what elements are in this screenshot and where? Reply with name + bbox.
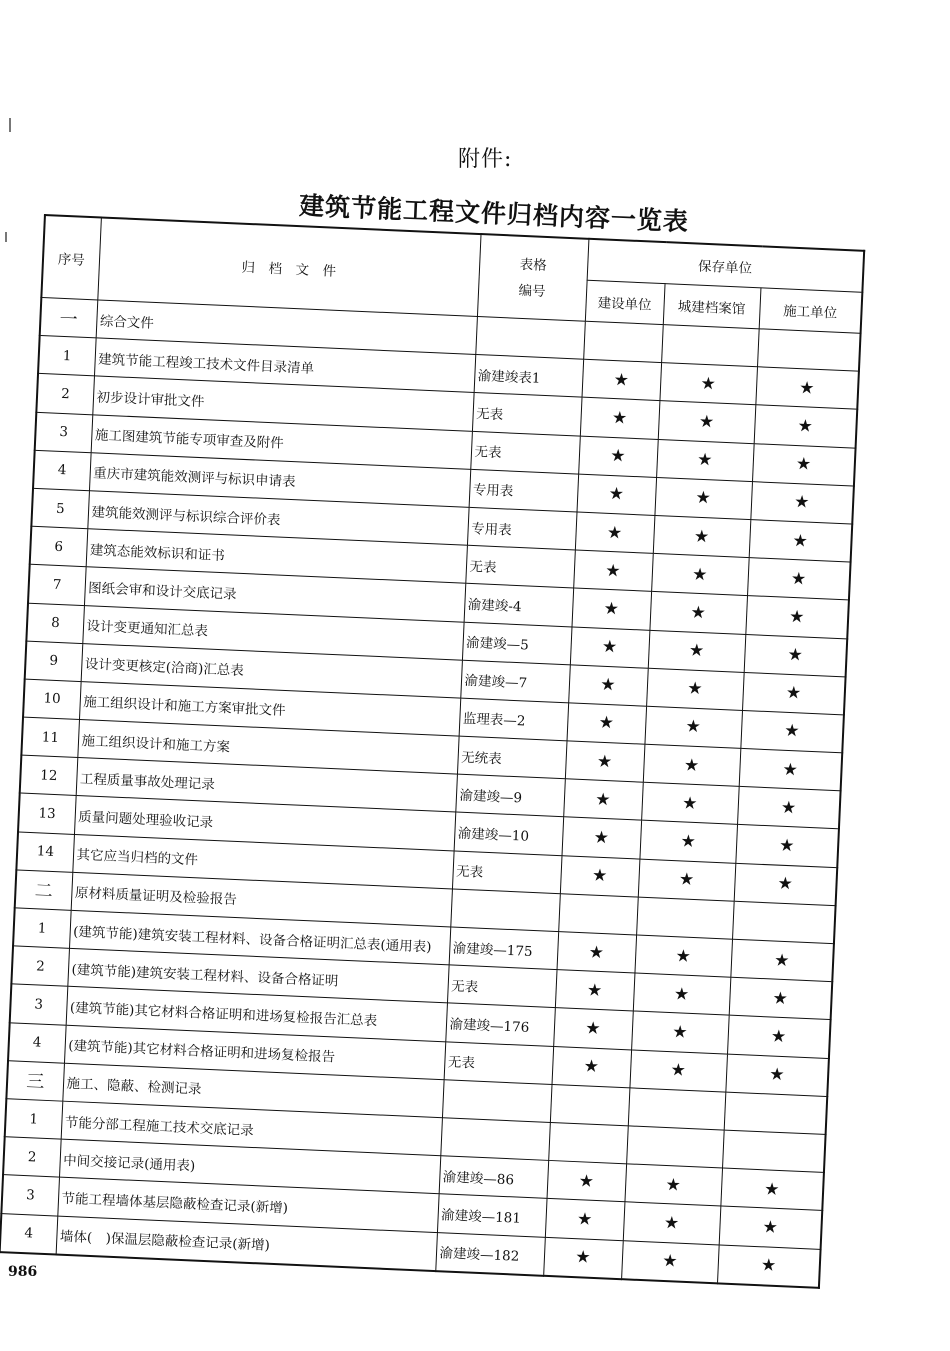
star-icon: ★ [606, 522, 623, 544]
row-file-name: (建筑节能)其它材料合格证明和进场复检报告 [64, 1025, 445, 1080]
keep-mark-cell [648, 630, 746, 672]
star-icon: ★ [777, 873, 794, 895]
section-mark-cell [724, 1092, 828, 1135]
star-icon: ★ [596, 751, 613, 772]
row-number: 1 [38, 336, 96, 377]
row-file-name: (建筑节能)其它材料合格证明和进场复检报告汇总表 [66, 987, 447, 1042]
row-form-code: 专用表 [469, 469, 579, 512]
row-file-name: 设计变更核定(洽商)汇总表 [81, 643, 462, 698]
row-form-code: 渝建竣—176 [445, 1003, 555, 1046]
star-icon: ★ [693, 526, 710, 547]
row-number: 12 [20, 755, 78, 796]
star-icon: ★ [686, 678, 703, 700]
section-code-cell [475, 316, 585, 359]
star-icon: ★ [593, 827, 610, 849]
star-icon: ★ [768, 1064, 785, 1086]
section-title: 施工、隐蔽、检测记录 [62, 1063, 443, 1118]
keep-mark-cell [572, 588, 652, 630]
row-number: 14 [16, 832, 74, 873]
row-form-code: 无表 [465, 545, 575, 588]
keep-mark-cell [649, 592, 747, 634]
keep-mark-cell [567, 703, 647, 745]
scan-speck-top [9, 118, 11, 132]
star-icon: ★ [690, 602, 707, 624]
star-icon: ★ [785, 683, 802, 704]
keep-mark-cell [719, 1206, 823, 1249]
row-file-name: 节能工程墙体基层隐蔽检查记录(新增) [57, 1177, 438, 1232]
row-form-code: 专用表 [467, 507, 577, 550]
star-icon: ★ [601, 636, 618, 658]
keep-mark-cell [659, 363, 757, 405]
keep-mark-cell [750, 481, 854, 524]
keep-mark-cell [568, 665, 648, 707]
keep-mark-cell [552, 1046, 632, 1088]
keep-mark-cell [752, 443, 856, 486]
keep-mark-cell [578, 436, 658, 478]
keep-mark-cell [626, 1126, 724, 1168]
keep-mark-cell [744, 634, 848, 677]
star-icon: ★ [586, 980, 603, 1001]
star-icon: ★ [773, 950, 790, 971]
star-icon: ★ [695, 488, 712, 509]
keep-mark-cell [570, 626, 650, 668]
keep-mark-cell [755, 367, 859, 410]
star-icon: ★ [772, 988, 789, 1009]
keep-mark-cell [575, 512, 655, 554]
row-form-code: 监理表—2 [459, 698, 569, 741]
keep-mark-cell [742, 672, 846, 715]
row-number: 3 [1, 1175, 59, 1216]
star-icon: ★ [576, 1209, 593, 1230]
keep-mark-cell [717, 1244, 821, 1287]
star-icon: ★ [770, 1026, 787, 1048]
keep-mark-cell [725, 1054, 829, 1097]
header-no: 序号 [41, 215, 101, 300]
star-icon: ★ [613, 369, 630, 391]
star-icon: ★ [793, 492, 810, 513]
section-mark-cell [558, 893, 638, 935]
keep-mark-cell [580, 397, 660, 439]
keep-mark-cell [739, 748, 843, 791]
keep-mark-cell [720, 1168, 824, 1211]
keep-mark-cell [562, 817, 642, 859]
row-number: 5 [31, 488, 89, 529]
row-form-code: 渝建竣—181 [437, 1194, 547, 1237]
row-file-name: 建筑态能效标识和证书 [86, 529, 467, 584]
section-mark-cell [636, 897, 734, 939]
star-icon: ★ [598, 713, 615, 734]
row-number: 2 [36, 374, 94, 415]
row-file-name: 其它应当归档的文件 [72, 834, 453, 889]
row-form-code: 无表 [452, 851, 562, 894]
section-mark-cell [661, 325, 759, 367]
keep-mark-cell [623, 1202, 721, 1244]
row-form-code: 无表 [470, 431, 580, 474]
keep-mark-cell [730, 939, 834, 982]
star-icon: ★ [673, 984, 690, 1005]
keep-mark-cell [565, 741, 645, 783]
keep-mark-cell [548, 1122, 628, 1164]
row-file-name: 施工图建筑节能专项审查及附件 [91, 414, 472, 469]
row-file-name: 图纸会审和设计交底记录 [84, 567, 465, 622]
star-icon: ★ [574, 1247, 592, 1268]
star-icon: ★ [591, 865, 608, 887]
header-form-code-line2: 编号 [518, 282, 546, 300]
star-icon: ★ [681, 793, 698, 814]
keep-mark-cell [563, 779, 643, 821]
page-number: 986 [8, 1264, 38, 1280]
section-mark-cell [583, 321, 663, 363]
star-icon: ★ [599, 675, 617, 696]
keep-mark-cell [737, 787, 841, 830]
star-icon: ★ [683, 755, 700, 776]
header-keeper-col: 施工单位 [759, 288, 863, 333]
keep-mark-cell [621, 1240, 719, 1283]
star-icon: ★ [778, 835, 795, 857]
keep-mark-cell [747, 558, 851, 601]
section-title: 综合文件 [96, 300, 477, 355]
section-mark-cell [550, 1084, 630, 1126]
row-file-name: 重庆市建筑能效测评与标识申请表 [89, 453, 470, 508]
star-icon: ★ [698, 411, 715, 433]
star-icon: ★ [578, 1170, 595, 1192]
row-form-code: 渝建竣—5 [462, 622, 572, 665]
header-keeper: 保存单位 [587, 239, 865, 292]
keep-mark-cell [722, 1130, 826, 1173]
star-icon: ★ [594, 789, 612, 811]
star-icon: ★ [762, 1217, 779, 1238]
keep-mark-cell [639, 821, 737, 863]
row-number: 9 [25, 641, 83, 682]
keep-mark-cell [557, 932, 637, 974]
star-icon: ★ [611, 407, 628, 429]
row-number: 7 [28, 565, 86, 606]
keep-mark-cell [577, 474, 657, 516]
row-number: 13 [18, 793, 76, 834]
row-number: 2 [3, 1137, 61, 1178]
row-file-name: 建筑节能工程竣工技术文件目录清单 [94, 338, 475, 393]
star-icon: ★ [584, 1018, 602, 1040]
keep-mark-cell [638, 859, 736, 901]
row-file-name: 施工组织设计和施工方案审批文件 [79, 681, 460, 736]
star-icon: ★ [609, 446, 627, 467]
keep-mark-cell [555, 970, 635, 1012]
scan-speck-mid [5, 232, 7, 242]
keep-mark-cell [641, 782, 739, 824]
row-file-name: 墙体( )保温层隐蔽检查记录(新增) [56, 1216, 437, 1271]
star-icon: ★ [792, 530, 809, 552]
star-icon: ★ [680, 831, 697, 853]
row-form-code: 无表 [444, 1041, 554, 1084]
row-number: 8 [26, 603, 84, 644]
keep-mark-cell [573, 550, 653, 592]
star-icon: ★ [787, 644, 804, 666]
star-icon: ★ [780, 797, 797, 819]
archive-table [0, 214, 865, 1289]
row-form-code: 无表 [447, 965, 557, 1008]
row-form-code: 渝建竣—182 [435, 1232, 545, 1275]
row-file-name: 工程质量事故处理记录 [76, 758, 457, 813]
keep-mark-cell [734, 863, 838, 906]
keep-mark-cell [629, 1049, 727, 1091]
row-file-name: (建筑节能)建筑安装工程材料、设备合格证明汇总表(通用表) [69, 910, 450, 965]
keep-mark-cell [740, 710, 844, 753]
star-icon: ★ [760, 1255, 777, 1277]
star-icon: ★ [783, 721, 800, 742]
star-icon: ★ [670, 1060, 687, 1081]
row-form-code: 渝建竣—175 [449, 927, 559, 970]
star-icon: ★ [797, 416, 814, 437]
keep-mark-cell [624, 1164, 722, 1206]
row-file-name: 施工组织设计和施工方案 [77, 720, 458, 775]
keep-mark-cell [545, 1199, 625, 1241]
star-icon: ★ [788, 606, 805, 628]
row-file-name: (建筑节能)建筑安装工程材料、设备合格证明 [67, 948, 448, 1003]
header-file: 归 档 文 件 [97, 217, 480, 316]
star-icon: ★ [583, 1056, 600, 1078]
star-icon: ★ [691, 564, 708, 585]
row-form-code: 渝建竣—7 [460, 660, 570, 703]
section-code-cell [450, 889, 560, 932]
keep-mark-cell [727, 1016, 831, 1059]
keep-mark-cell [729, 977, 833, 1020]
row-number: 6 [30, 526, 88, 567]
row-form-code: 渝建竣—10 [454, 812, 564, 855]
keep-mark-cell [754, 405, 858, 448]
row-number: 4 [8, 1022, 66, 1063]
row-number: 10 [23, 679, 81, 720]
star-icon: ★ [782, 759, 799, 781]
row-form-code: 渝建竣—9 [455, 774, 565, 817]
row-file-name: 质量问题处理验收记录 [74, 796, 455, 851]
section-title: 原材料质量证明及检验报告 [71, 872, 452, 927]
keep-mark-cell [543, 1237, 623, 1279]
star-icon: ★ [604, 560, 622, 582]
keep-mark-cell [745, 596, 849, 639]
star-icon: ★ [603, 598, 620, 620]
row-form-code: 渝建竣—86 [439, 1156, 549, 1199]
row-file-name: 建筑能效测评与标识综合评价表 [87, 491, 468, 546]
keep-mark-cell [653, 515, 751, 557]
row-form-code: 渝建竣表1 [474, 355, 584, 398]
row-number: 1 [13, 908, 71, 949]
keep-mark-cell [643, 744, 741, 786]
row-number: 4 [33, 450, 91, 491]
star-icon: ★ [678, 869, 695, 891]
star-icon: ★ [795, 454, 812, 475]
document-sheet [0, 214, 875, 1319]
keep-mark-cell [634, 935, 732, 977]
star-icon: ★ [665, 1174, 682, 1196]
section-code-cell [442, 1080, 552, 1123]
keep-mark-cell [631, 1011, 729, 1053]
row-form-code: 渝建竣-4 [464, 584, 574, 627]
row-file-name: 设计变更通知汇总表 [82, 605, 463, 660]
section-mark-cell [732, 901, 836, 944]
row-file-name: 节能分部工程施工技术交底记录 [61, 1101, 442, 1156]
section-mark-cell [628, 1088, 726, 1130]
star-icon: ★ [696, 449, 713, 471]
keep-mark-cell [656, 439, 754, 481]
row-number: 4 [0, 1213, 57, 1254]
keep-mark-cell [582, 359, 662, 401]
star-icon: ★ [798, 377, 815, 399]
star-icon: ★ [763, 1179, 780, 1200]
star-icon: ★ [790, 568, 807, 590]
keep-mark-cell [644, 706, 742, 748]
star-icon: ★ [661, 1251, 678, 1272]
star-icon: ★ [663, 1212, 680, 1234]
page-title: 建筑节能工程文件归档内容一览表 [298, 190, 690, 237]
row-number: 3 [10, 984, 68, 1025]
header-keeper-col: 城建档案馆 [663, 284, 761, 329]
keep-mark-cell [646, 668, 744, 710]
keep-mark-cell [651, 554, 749, 596]
star-icon: ★ [671, 1022, 688, 1043]
keep-mark-cell [658, 401, 756, 443]
keep-mark-cell [633, 973, 731, 1015]
keep-mark-cell [553, 1008, 633, 1050]
section-mark-cell [757, 329, 861, 372]
keep-mark-cell [749, 520, 853, 563]
keep-mark-cell [735, 825, 839, 868]
header-keeper-col: 建设单位 [585, 280, 665, 324]
row-number: 3 [35, 412, 93, 453]
star-icon: ★ [608, 484, 625, 505]
star-icon: ★ [685, 716, 702, 738]
row-number: 2 [11, 946, 69, 987]
keep-mark-cell [547, 1161, 627, 1203]
row-form-code [440, 1118, 550, 1161]
section-number: 一 [40, 297, 98, 338]
keep-mark-cell [560, 855, 640, 897]
star-icon: ★ [588, 942, 605, 963]
star-icon: ★ [700, 373, 717, 395]
row-file-name: 初步设计审批文件 [92, 376, 473, 431]
section-number: 三 [6, 1060, 64, 1101]
star-icon: ★ [675, 945, 692, 967]
attachment-label: 附件: [458, 147, 513, 172]
keep-mark-cell [654, 477, 752, 519]
row-number: 11 [21, 717, 79, 758]
row-file-name: 中间交接记录(通用表) [59, 1139, 440, 1194]
table-body [0, 215, 864, 1287]
header-form-code-line1: 表格 [519, 256, 548, 274]
row-form-code: 无表 [472, 393, 582, 436]
section-number: 二 [15, 870, 73, 911]
row-number: 1 [5, 1099, 63, 1140]
row-form-code: 无统表 [457, 736, 567, 779]
star-icon: ★ [688, 640, 705, 662]
header-form-code [477, 234, 588, 321]
